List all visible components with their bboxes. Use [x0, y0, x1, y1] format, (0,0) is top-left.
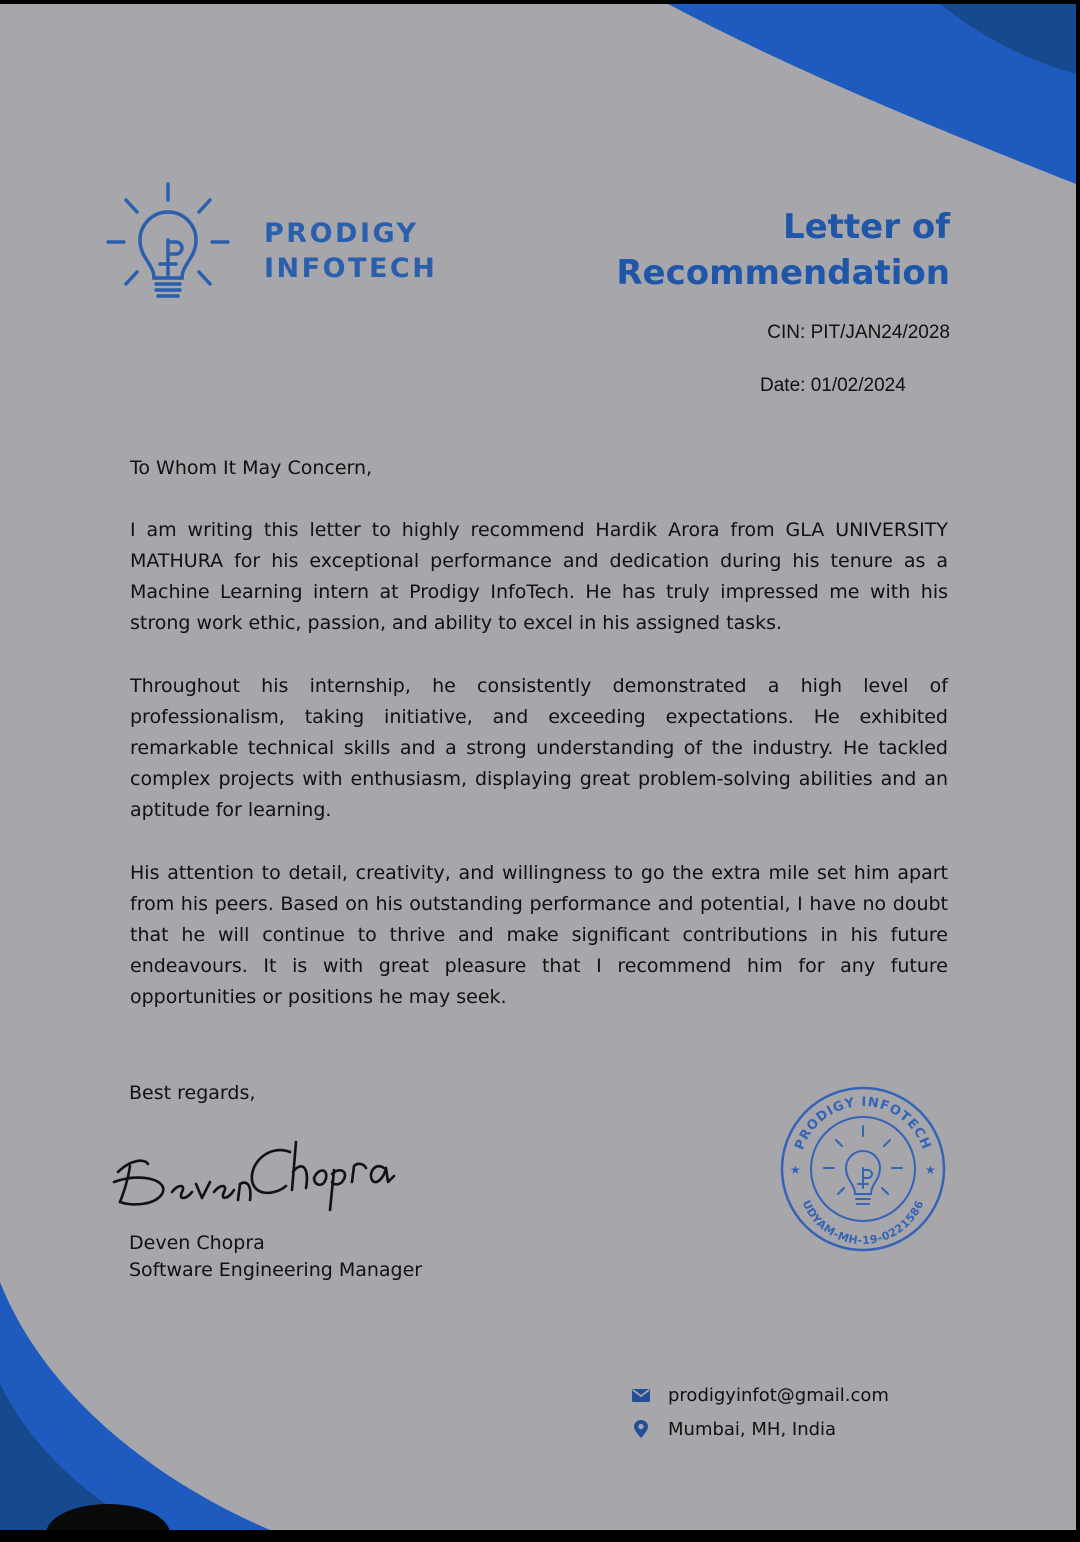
letter-date: Date: 01/02/2024	[760, 375, 906, 396]
greeting: To Whom It May Concern,	[130, 457, 373, 479]
company-name	[264, 216, 437, 286]
document-title	[530, 204, 950, 296]
paragraph-2: Throughout his internship, he consistently demonstrated a high level of professionalism, taking initiative, and exceeding expectations. He exhibited remarkable technical skills and a strong understanding of the industry. He tackled complex projects with enthusiasm, displaying great problem-solving abilities and an aptitude for learning.	[130, 675, 948, 821]
title-line1: Letter of	[782, 207, 950, 247]
svg-text:★: ★	[790, 1163, 801, 1177]
contact-email[interactable]: prodigyinfot@gmail.com	[668, 1384, 889, 1406]
signatory-role: Software Engineering Manager	[129, 1259, 423, 1281]
company-name-line2: INFOTECH	[264, 253, 438, 284]
paragraph-1: I am writing this letter to highly recommend Hardik Arora from GLA UNIVERSITY MATHURA for his exceptional performance and dedication during his tenure as a Machine Learning intern at Prodigy InfoTech. He has truly impressed me with his strong work ethic, passion, and ability to excel in his assigned tasks.	[130, 519, 948, 634]
signatory-name: Deven Chopra	[129, 1232, 265, 1254]
company-name-line1: PRODIGY	[264, 218, 419, 249]
contact-location: Mumbai, MH, India	[668, 1418, 837, 1440]
company-stamp	[778, 1084, 948, 1254]
contact-location-row	[630, 1418, 836, 1440]
contact-email-row	[630, 1384, 889, 1406]
map-pin-icon	[630, 1418, 652, 1440]
svg-text:★: ★	[925, 1163, 936, 1177]
letter-page	[0, 4, 1076, 1530]
signatory-block	[129, 1230, 422, 1284]
lightbulb-icon	[104, 180, 234, 310]
envelope-icon	[630, 1384, 652, 1406]
handwritten-signature	[100, 1122, 420, 1214]
title-line2: Recommendation	[616, 253, 950, 293]
paragraph-3: His attention to detail, creativity, and willingness to go the extra mile set him apart from his peers. Based on his outstanding performance and potential, I have no doubt that he will continue to thrive and make significant contributions in his future endeavours. It is with great pleasure that I recommend him for any future opportunities or positions he may seek.	[130, 862, 948, 1008]
cin-number: CIN: PIT/JAN24/2028	[767, 322, 950, 343]
svg-text:PRODIGY INFOTECH: PRODIGY INFOTECH	[792, 1094, 934, 1153]
closing: Best regards,	[129, 1082, 256, 1104]
svg-text:UDYAM-MH-19-0221586: UDYAM-MH-19-0221586	[799, 1198, 927, 1248]
